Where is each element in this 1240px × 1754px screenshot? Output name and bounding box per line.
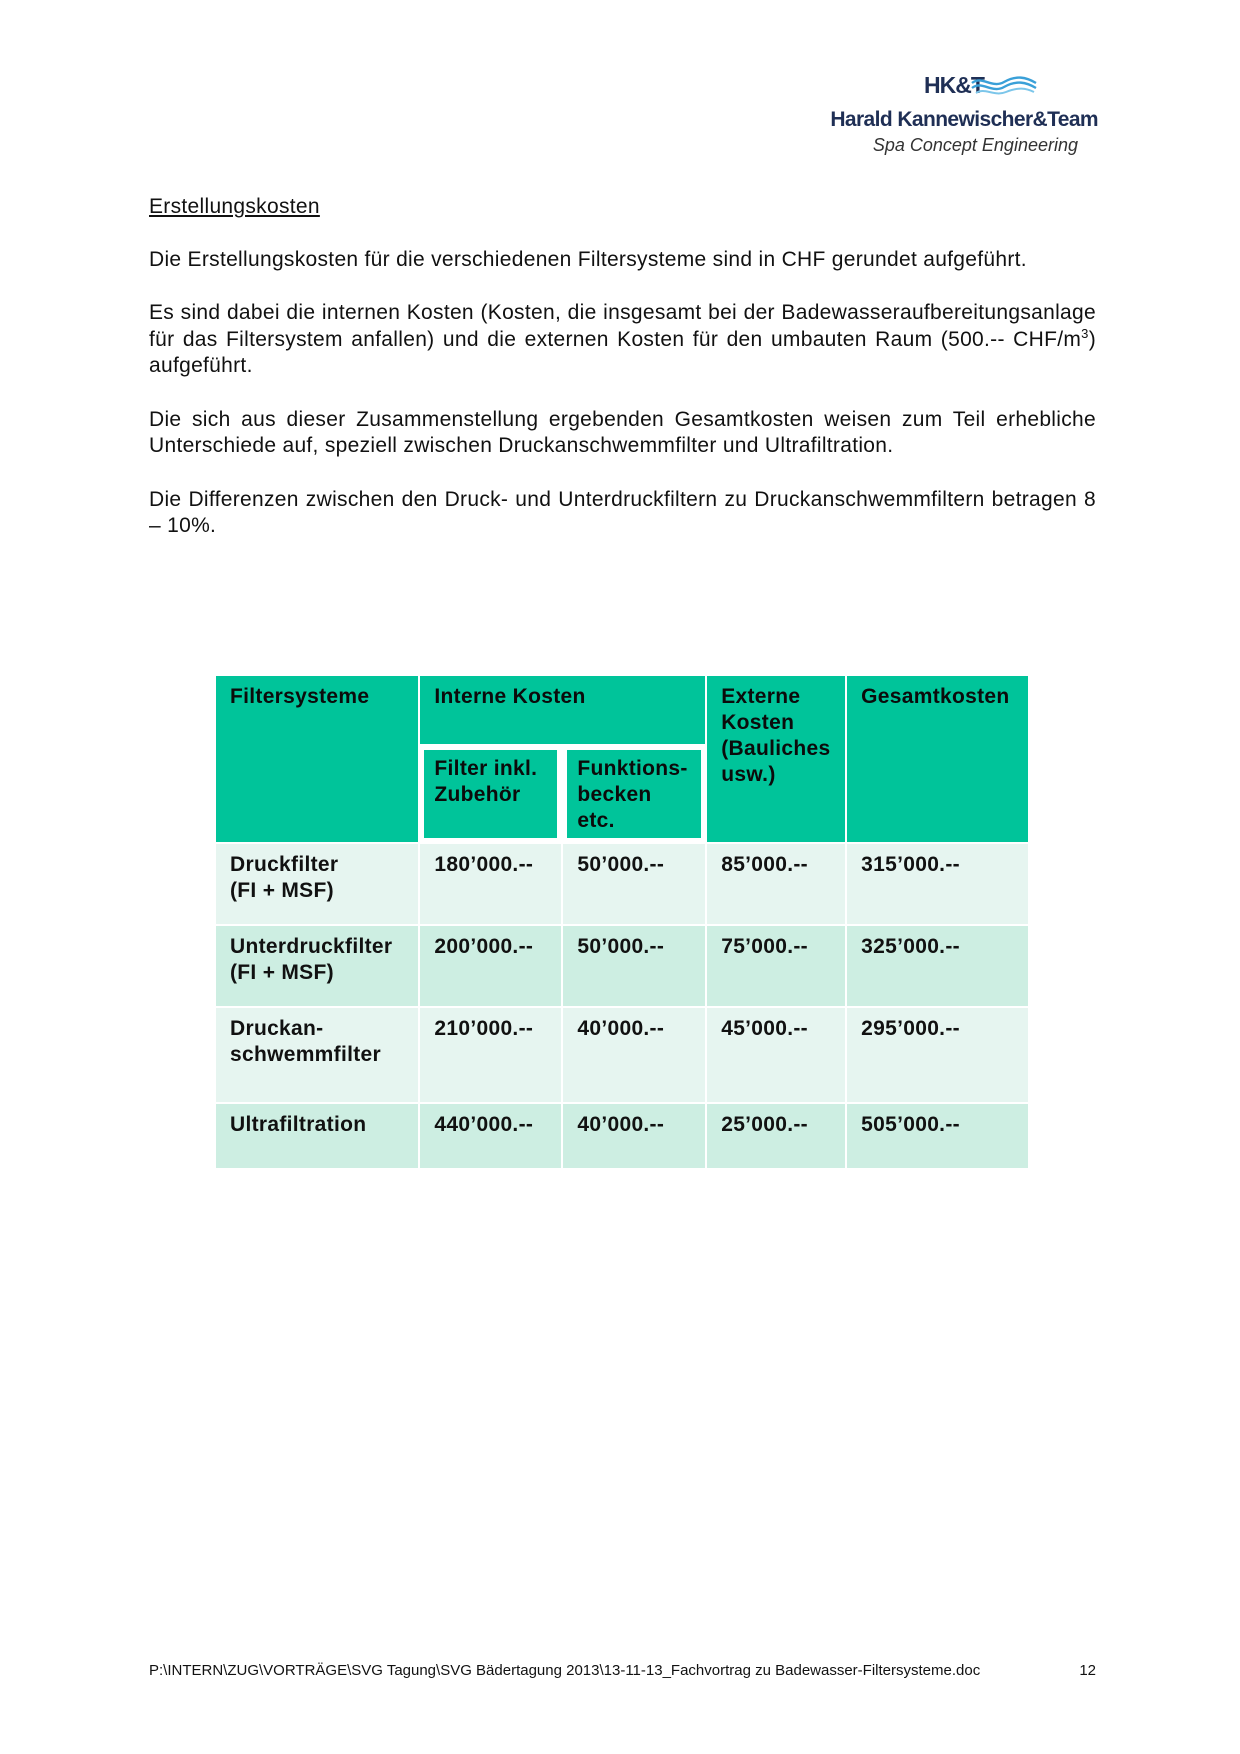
table-row (215, 1103, 1029, 1169)
header-funktionsbecken: Funktions-becken etc. (562, 745, 706, 843)
row-system-cell (215, 1007, 419, 1103)
cell-extern-cost: 45’000.-- (706, 1007, 846, 1103)
cell-filter-cost: 200’000.-- (419, 925, 562, 1007)
cell-extern-cost: 75’000.-- (706, 925, 846, 1007)
company-logo (830, 72, 1098, 164)
document-body (149, 194, 1096, 567)
cell-becken-cost: 40’000.-- (562, 1007, 706, 1103)
header-filter-inkl-zubehoer: Filter inkl. Zubehör (419, 745, 562, 843)
row-system-detail: (FI + MSF) (230, 961, 334, 984)
header-filtersysteme: Filtersysteme (215, 675, 419, 843)
row-system-detail: (FI + MSF) (230, 879, 334, 902)
table-row (215, 843, 1029, 925)
paragraph-1: Die Erstellungskosten für die verschiedenen Filtersysteme sind in CHF gerundet aufgeführt. (149, 247, 1027, 271)
superscript: 3 (1081, 325, 1089, 341)
cell-gesamt-cost: 295’000.-- (846, 1007, 1029, 1103)
row-system-cell (215, 925, 419, 1007)
wave-icon (970, 75, 1038, 97)
header-interne-kosten: Interne Kosten (419, 675, 706, 745)
paragraph-2-text: Es sind dabei die internen Kosten (Kosten, die insgesamt bei der Badewasseraufbereitungsanlage für das Filtersystem anfallen) und die externen Kosten für den umbauten Raum (500.-- CHF/m (149, 301, 1096, 351)
logo-company-name: Harald Kannewischer&Team (830, 108, 1098, 131)
page-number: 12 (1079, 1662, 1096, 1679)
table-row (215, 925, 1029, 1007)
cell-filter-cost: 210’000.-- (419, 1007, 562, 1103)
cell-gesamt-cost: 505’000.-- (846, 1103, 1029, 1169)
row-system-name: Druckfilter (230, 853, 339, 876)
cell-extern-cost: 25’000.-- (706, 1103, 846, 1169)
table-row (215, 1007, 1029, 1103)
paragraph-4: Die Differenzen zwischen den Druck- und Unterdruckfiltern zu Druckanschwemmfiltern betragen 8 – 10%. (149, 487, 1096, 537)
cost-table (214, 674, 1030, 1170)
paragraph-2 (149, 300, 1096, 380)
cell-filter-cost: 180’000.-- (419, 843, 562, 925)
paragraph-3: Die sich aus dieser Zusammenstellung ergebenden Gesamtkosten weisen zum Teil erhebliche Unterschiede auf, speziell zwischen Druckanschwemmfilter und Ultrafiltration. (149, 407, 1096, 457)
section-heading: Erstellungskosten (149, 195, 320, 218)
row-system-cell (215, 843, 419, 925)
table-header-row (215, 675, 1029, 745)
cell-filter-cost: 440’000.-- (419, 1103, 562, 1169)
cell-becken-cost: 40’000.-- (562, 1103, 706, 1169)
logo-subtitle: Spa Concept Engineering (872, 135, 1078, 155)
cell-becken-cost: 50’000.-- (562, 925, 706, 1007)
row-system-name: Druckan- (230, 1017, 324, 1040)
logo-abbreviation: HK&T (924, 72, 984, 98)
row-system-detail: schwemmfilter (230, 1043, 381, 1066)
footer-file-path: P:\INTERN\ZUG\VORTRÄGE\SVG Tagung\SVG Bädertagung 2013\13-11-13_Fachvortrag zu Badewasser-Filtersysteme.doc (149, 1662, 981, 1679)
row-system-name: Unterdruckfilter (230, 935, 393, 958)
cell-gesamt-cost: 315’000.-- (846, 843, 1029, 925)
paragraph-2-end: ) aufgeführt. (149, 327, 1096, 377)
header-gesamtkosten: Gesamtkosten (846, 675, 1029, 843)
header-externe-kosten: Externe Kosten (Bauliches usw.) (706, 675, 846, 843)
logo-mark (858, 72, 1098, 102)
cell-becken-cost: 50’000.-- (562, 843, 706, 925)
cell-gesamt-cost: 325’000.-- (846, 925, 1029, 1007)
row-system-name: Ultrafiltration (215, 1103, 419, 1169)
cell-extern-cost: 85’000.-- (706, 843, 846, 925)
